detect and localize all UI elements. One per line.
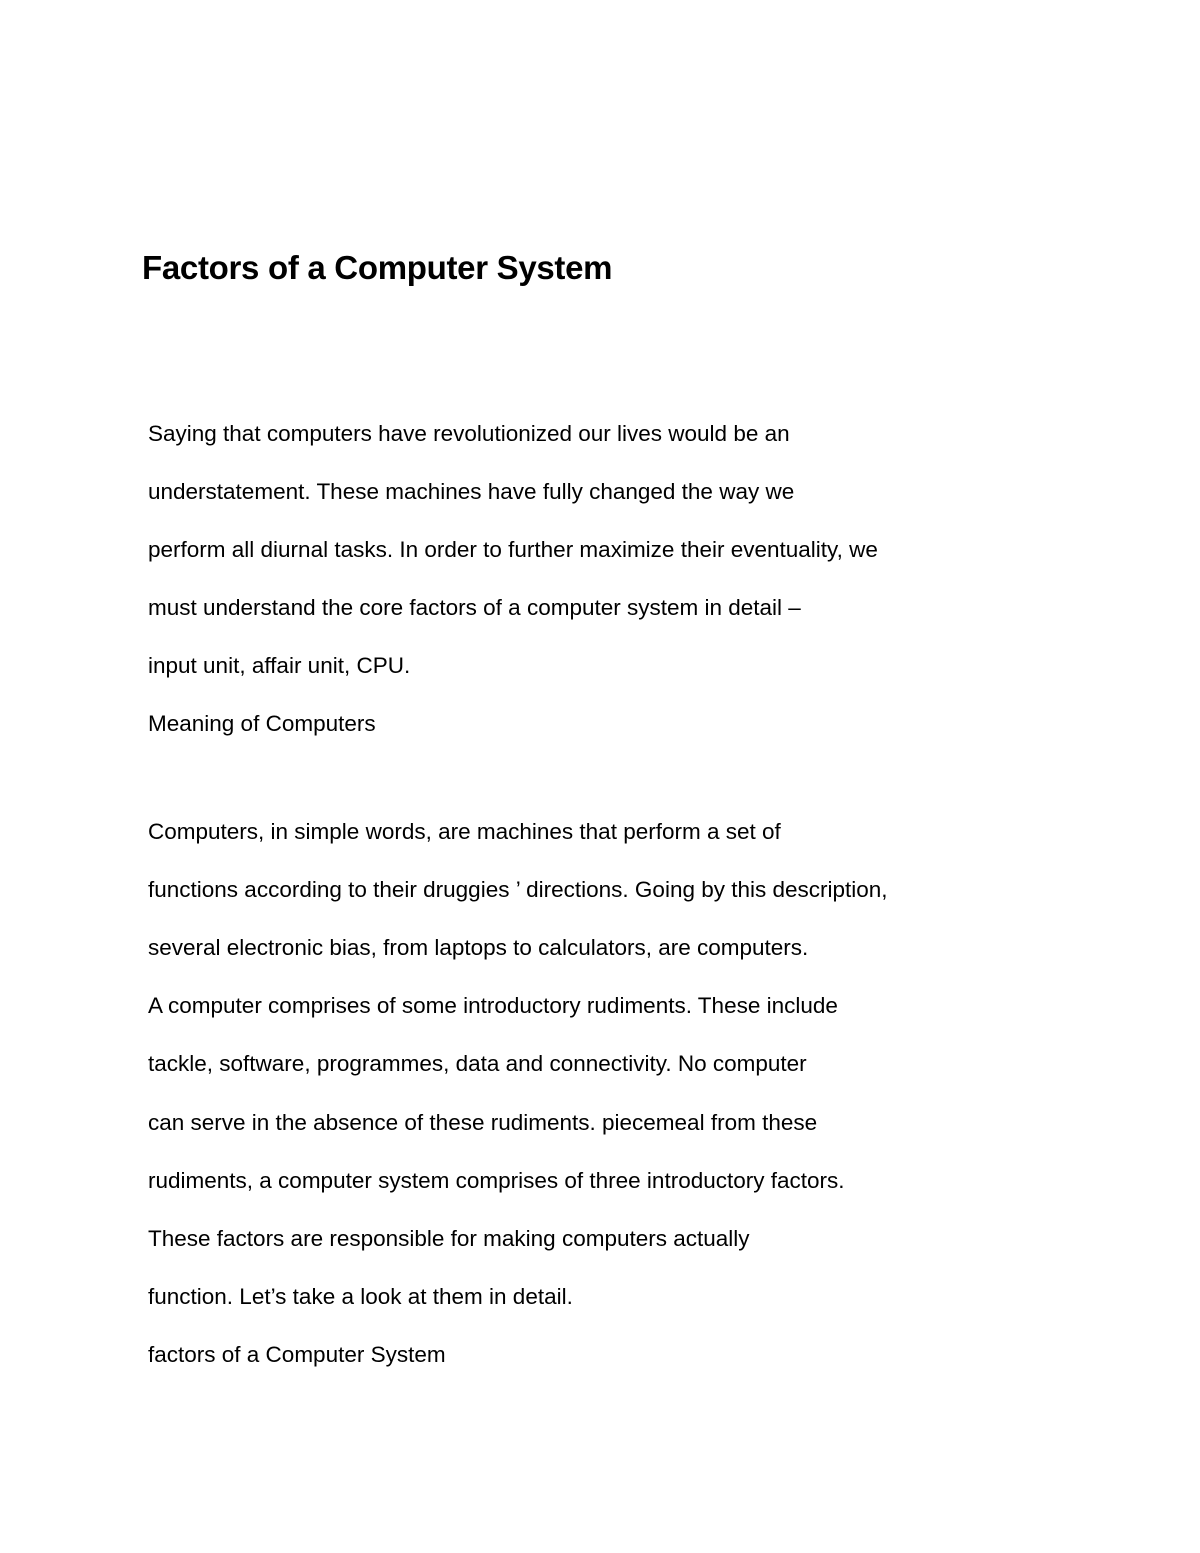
- section-heading: factors of a Computer System: [148, 1342, 446, 1367]
- paragraph-line: A computer comprises of some introductory rudiments. These include: [148, 993, 838, 1018]
- paragraph-line: tackle, software, programmes, data and connectivity. No computer: [148, 1051, 807, 1076]
- paragraph-line: understatement. These machines have fully changed the way we: [148, 479, 795, 504]
- document-title: Factors of a Computer System: [142, 249, 613, 286]
- paragraph-line: can serve in the absence of these rudiments. piecemeal from these: [148, 1110, 818, 1135]
- paragraph-line: Saying that computers have revolutionized our lives would be an: [148, 421, 790, 446]
- paragraph-line: input unit, affair unit, CPU.: [148, 653, 411, 678]
- section-heading: Meaning of Computers: [148, 711, 376, 736]
- paragraph-line: functions according to their druggies ’ directions. Going by this description,: [148, 877, 888, 902]
- paragraph-line: several electronic bias, from laptops to calculators, are computers.: [148, 935, 809, 960]
- paragraph-line: must understand the core factors of a computer system in detail –: [148, 595, 801, 620]
- paragraph-line: function. Let’s take a look at them in detail.: [148, 1284, 573, 1309]
- paragraph-line: These factors are responsible for making computers actually: [148, 1226, 750, 1251]
- paragraph-line: perform all diurnal tasks. In order to further maximize their eventuality, we: [148, 537, 878, 562]
- paragraph-line: rudiments, a computer system comprises of three introductory factors.: [148, 1168, 845, 1193]
- paragraph-line: Computers, in simple words, are machines that perform a set of: [148, 819, 781, 844]
